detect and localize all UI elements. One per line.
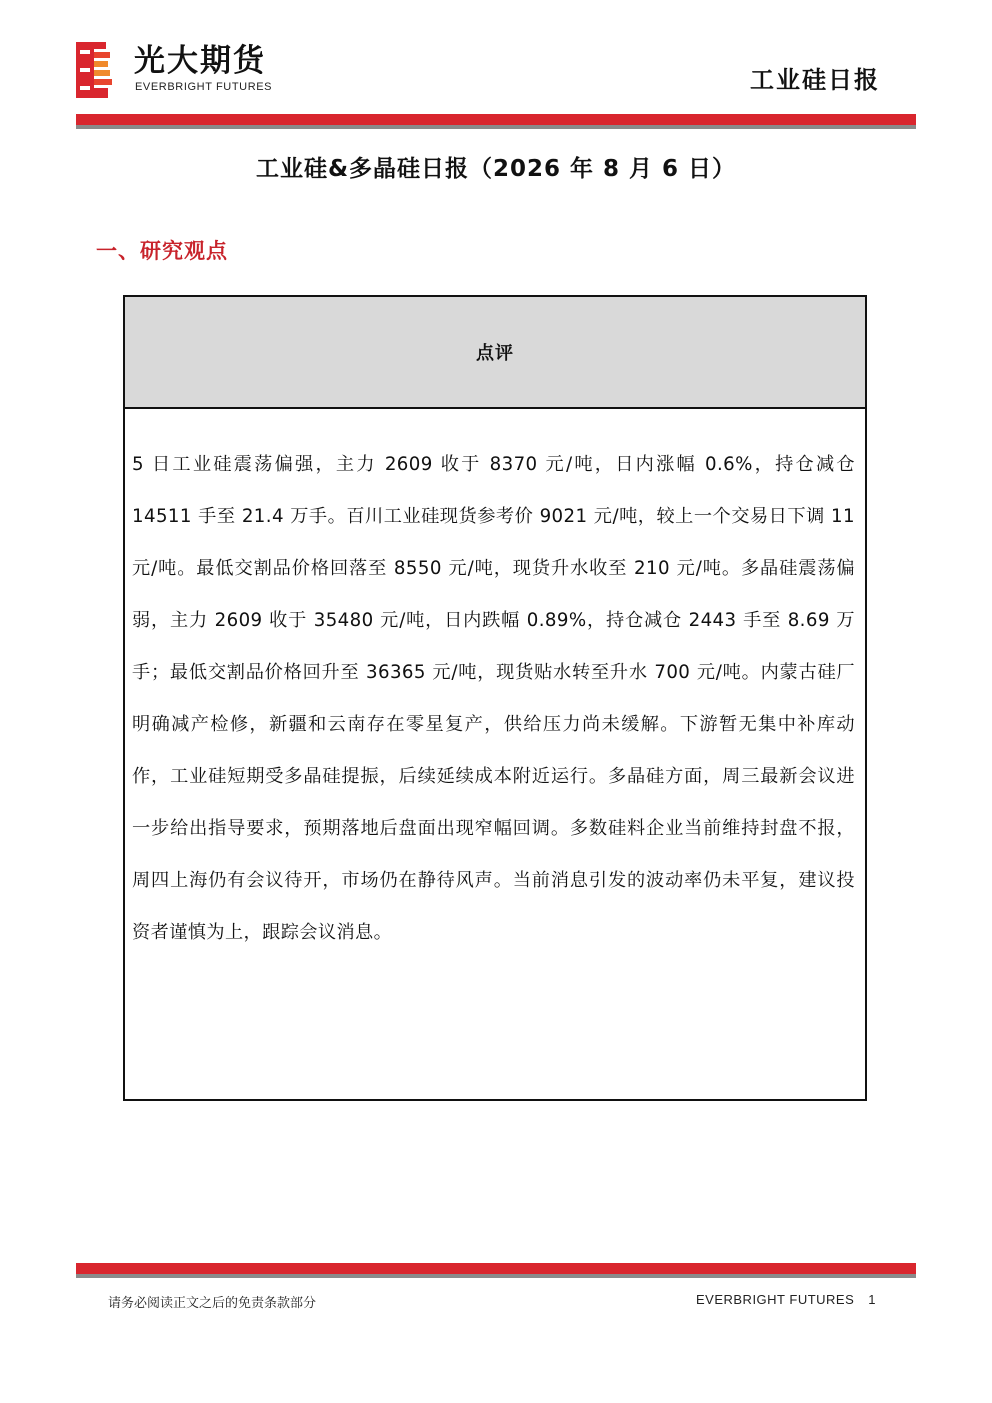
everbright-logo-icon bbox=[76, 42, 112, 98]
comment-table bbox=[123, 295, 867, 1101]
document-title: 工业硅&多晶硅日报（2026 年 8 月 6 日） bbox=[255, 156, 737, 182]
comment-table-header: 点评 bbox=[125, 297, 865, 409]
footer-disclaimer: 请务必阅读正文之后的免责条款部分 bbox=[108, 1296, 317, 1311]
brand-name-en: EVERBRIGHT FUTURES bbox=[135, 81, 273, 93]
footer-company-page bbox=[696, 1292, 876, 1307]
header-divider-shadow bbox=[76, 125, 916, 129]
brand-name-cn: 光大期货 bbox=[134, 43, 266, 79]
comment-body-text: 5 日工业硅震荡偏强，主力 2609 收于 8370 元/吨，日内涨幅 0.6%，持仓减仓 14511 手至 21.4 万手。百川工业硅现货参考价 9021 元/吨，较上一个交易日下调 11 元/吨。最低交割品价格回落至 8550 元/吨，现货升水收至 210 元/吨。多晶硅震荡偏弱，主力 2609 收于 35480 元/吨，日内跌幅 0.89%，持仓减仓 2443 手至 8.69 万手；最低交割品价格回升至 36365 元/吨，现货贴水转至升水 700 元/吨。内蒙古硅厂明确减产检修，新疆和云南存在零星复产，供给压力尚未缓解。下游暂无集中补库动作，工业硅短期受多晶硅提振，后续延续成本附近运行。多晶硅方面，周三最新会议进一步给出指导要求，预期落地后盘面出现窄幅回调。多数硅料企业当前维持封盘不报，周四上海仍有会议待开，市场仍在静待风声。当前消息引发的波动率仍未平复，建议投资者谨慎为上，跟踪会议消息。 bbox=[132, 454, 855, 943]
header-divider bbox=[76, 114, 916, 125]
report-type-label: 工业硅日报 bbox=[750, 66, 880, 94]
page-number: 1 bbox=[868, 1292, 876, 1307]
footer-divider-shadow bbox=[76, 1274, 916, 1278]
footer-divider bbox=[76, 1263, 916, 1274]
footer-company: EVERBRIGHT FUTURES bbox=[695, 1292, 855, 1307]
section-heading: 一、研究观点 bbox=[96, 239, 228, 263]
